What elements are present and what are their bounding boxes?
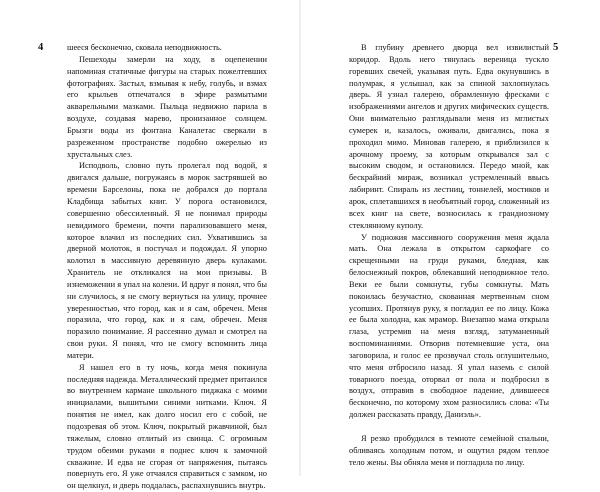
paragraph-gap: [349, 421, 549, 433]
paragraph: Я нашел его в ту ночь, когда меня покинула последняя надежда. Металлический предмет притаился во внутреннем кармане школьного пиджака с моими инициалами, вышитыми синими нитками. Ключ. Я понятия не имел, как долго носил его с собой, не подозревая об этом. Ключ, покрытый ржавчиной, был тяжелым, словно отлитый из свинца. С огромным трудом обеими руками я поднес ключ к замочной скважине. И едва не сгорая от напряжения, пытаясь повернуть его. Я уже отчаялся справиться с замком, но он щелкнул, и дверь поддалась, распахнувшись внутрь.: [67, 362, 267, 491]
paragraph: Пешеходы замерли на ходу, в оцепенении напоминая статичные фигуры на старых пожелтевших фотографиях. Застыл, взмывая к небу, голубь, и взмах его крыльев отпечатался в эфире размытыми акварельными мазками. Пыльца недвижно парила в воздухе, создавая марево, пронизанное солнцем. Брызги воды из фонтана Каналетас сверкали в разреженном пространстве подобно ожерелью из хрустальных слез.: [67, 54, 267, 159]
paragraph: шееся бесконечно, сковала неподвижность.: [67, 43, 222, 52]
page-number: 5: [553, 42, 559, 53]
paragraph: В глубину древнего дворца вел извилистый коридор. Вдоль него тянулась вереница тускло горевших свечей, указывая путь. Едва окунувшись в полумрак, я услышал, как за спиной захлопнулась дверь. Я узнал галерею, обрамленную фресками с изображениями ангелов и других мифических существ. Они внимательно разглядывали меня из мглистых сумерек и, казалось, оживали, двигались, пока я проходил мимо. Миновав галерею, я приблизился к арочному проему, за которым открывался зал с высоким сводом, и остановился. Передо мной, как бескрайний мираж, возникал устремленный ввысь лабиринт. Спираль из лестниц, тоннелей, мостиков и арок, сплетавшихся в необъятный город, сложенный из всех книг на свете, возносилась к грандиозному стеклянному куполу.: [349, 43, 549, 230]
body-text: [349, 42, 549, 469]
right-page: [301, 0, 600, 476]
paragraph: Я резко пробудился в темноте семейной спальни, обливаясь холодным потом, и ощутил рядом теплое тело жены. Вы обняла меня и погладила по лицу.: [349, 434, 549, 467]
page-number: 4: [38, 42, 44, 53]
body-text: [67, 42, 267, 492]
paragraph: У подножия массивного сооружения меня ждала мать. Она лежала в открытом саркофаге со скрещенными на груди руками, бледная, как белоснежный покров, облекавший неподвижное тело. Веки ее были сомкнуты, губы сомкнуты. Мать покоилась безучастно, скованная мертвенным сном усопших. Протянув руку, я погладил ее по лицу. Кожа ее была холодна, как мрамор. Внезапно мама открыла глаза, устремив на меня взгляд, затуманенный воспоминаниями. Отворив потемневшие уста, она заговорила, и голос ее прозвучал столь оглушительно, что меня отбросило назад. Я упал наземь с силой товарного поезда, оторвал от пола и подбросил в воздух, отправив в свободное падение, длившееся бесконечно, по которому эхом разносились слова: «Ты должен рассказать правду, Даниэль».: [349, 232, 549, 420]
left-page: [0, 0, 299, 491]
paragraph: Исподволь, словно путь пролегал под водой, я двигался дальше, погружаясь в морок застрявшей во времени Барселоны, пока не добрался до портала Кладбища забытых книг. У порога остановился, совершенно обессиленный. Я не понимал природы невидимого бремени, почти парализовавшего меня, которое влачил из последних сил. Ухватившись за дверной молоток, я постучал и подождал. Я упорно колотил в массивную деревянную дверь кулаками. Хранитель не откликался на мои призывы. В изнеможении я упал на колени. И вдруг я понял, что бы ни случилось, я не смогу вернуться на улицу, прочнее уверенностью, что город, как и я сам, обречен. Меня поразила, что город, как и я сам, обречен. Меня поразило понимание. Я рассеянно думал и смотрел на свои руки. Я понял, что не смогу вспомнить лица матери.: [67, 161, 267, 360]
